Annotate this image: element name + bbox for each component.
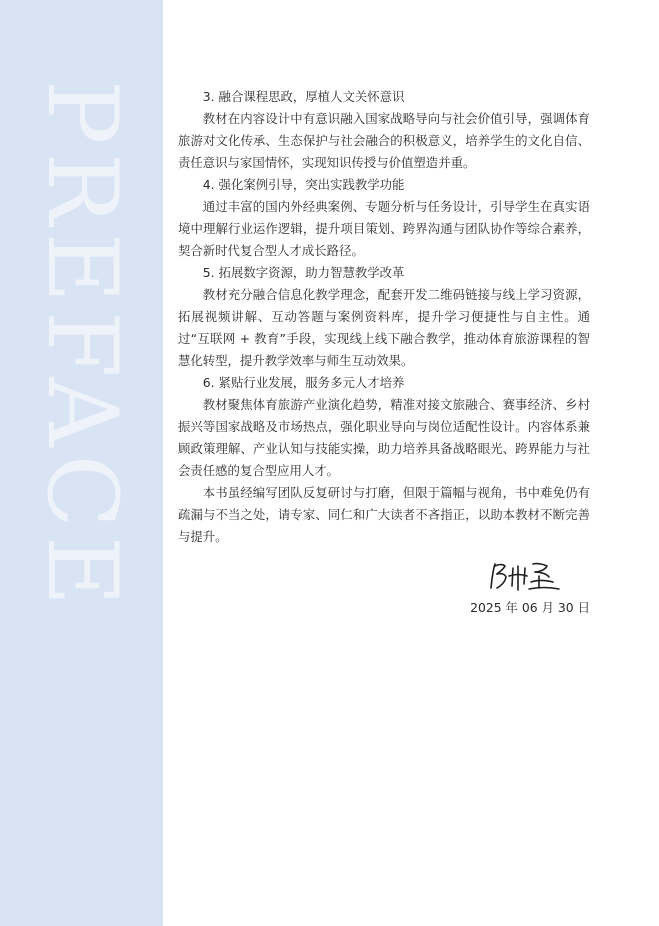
heading-4: 4. 强化案例引导，突出实践教学功能 xyxy=(202,177,405,192)
heading-3: 3. 融合课程思政，厚植人文关怀意识 xyxy=(202,89,405,104)
paragraph-6: 教材聚焦体育旅游产业演化趋势，精准对接文旅融合、赛事经济、乡村振兴等国家战略及市场热点，强化职业导向与岗位适配性设计。内容体系兼顾政策理解、产业认知与技能实操，助力培养具备战略眼光、跨界能力与社会责任感的复合型应用人才。 xyxy=(178,397,590,478)
heading-5: 5. 拓展数字资源，助力智慧教学改革 xyxy=(202,265,405,280)
date-line: 2025 年 06 月 30 日 xyxy=(470,600,590,615)
closing-paragraph: 本书虽经编写团队反复研讨与打磨，但限于篇幅与视角，书中难免仍有疏漏与不当之处，请专家、同仁和广大读者不吝指正，以助本教材不断完善与提升。 xyxy=(178,485,590,544)
paragraph-5: 教材充分融合信息化教学理念，配套开发二维码链接与线上学习资源，拓展视频讲解、互动答题与案例资料库，提升学习便捷性与自主性。通过“互联网 + 教育”手段，实现线上线下融合教学，推动体育旅游课程的智慧化转型，提升教学效率与师生互动效果。 xyxy=(178,287,590,368)
paragraph-3: 教材在内容设计中有意识融入国家战略导向与社会价值引导，强调体育旅游对文化传承、生态保护与社会融合的积极意义，培养学生的文化自信、责任意识与家国情怀，实现知识传授与价值塑造并重。 xyxy=(178,111,590,170)
signature-image xyxy=(485,558,565,594)
sidebar-band xyxy=(0,0,163,926)
preface-watermark: PREFACE xyxy=(26,80,138,615)
paragraph-4: 通过丰富的国内外经典案例、专题分析与任务设计，引导学生在真实语境中理解行业运作逻辑，提升项目策划、跨界沟通与团队协作等综合素养，契合新时代复合型人才成长路径。 xyxy=(178,199,590,258)
heading-6: 6. 紧贴行业发展，服务多元人才培养 xyxy=(202,375,405,390)
preface-body xyxy=(178,86,590,548)
